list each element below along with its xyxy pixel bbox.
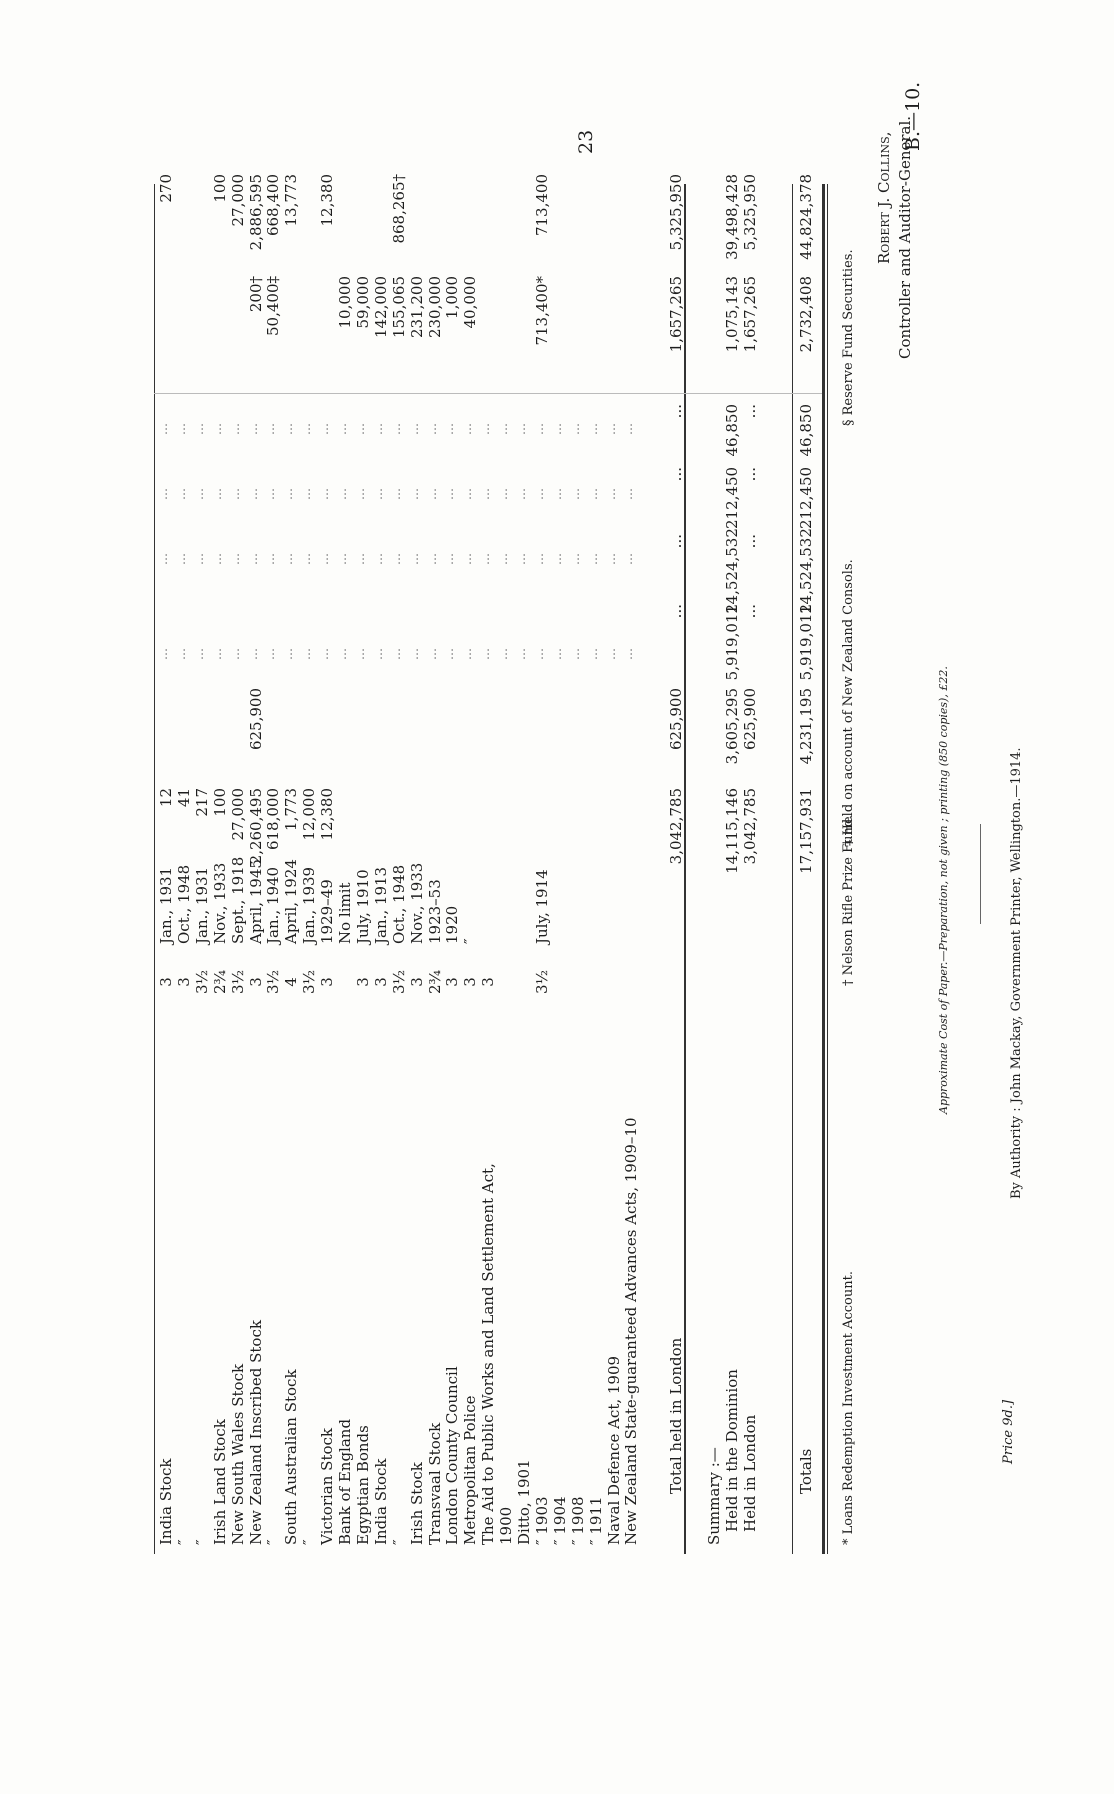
leader-dots: ⋯ (427, 648, 442, 660)
leader-dots: ⋯ (409, 648, 424, 660)
leader-dots: ⋯ (588, 423, 603, 435)
cell-c9: 1,657,265 (741, 276, 759, 353)
cell-c3: ... (667, 604, 685, 619)
cell-date: ″ (461, 938, 480, 944)
leader-dots: ⋯ (159, 488, 173, 500)
leader-dots: ⋯ (606, 488, 621, 500)
leader-dots: ⋯ (284, 423, 299, 435)
leader-dots: ⋯ (355, 553, 370, 565)
cell-name: India Stock (371, 1458, 390, 1545)
leader-dots: ⋯ (159, 553, 173, 565)
leader-dots: ⋯ (534, 648, 549, 660)
leader-dots: ⋯ (159, 648, 173, 660)
leader-dots: ⋯ (409, 423, 424, 435)
leader-dots: ⋯ (373, 488, 388, 500)
cell-name: ″ 1908 (568, 1496, 587, 1545)
cell-label: Held in London (741, 1414, 759, 1532)
leader-dots: ⋯ (534, 488, 549, 500)
leader-dots: ⋯ (606, 553, 621, 565)
leader-dots: ⋯ (266, 488, 281, 500)
cell-c10: 5,325,950 (741, 174, 759, 251)
cell-date: April, 1945 (246, 859, 265, 944)
cell-c9: 50,400‡ (264, 276, 283, 336)
total-london-row (0, 0, 17, 1794)
signature-title: Controller and Auditor-General. (896, 115, 914, 359)
leader-dots: ⋯ (552, 553, 567, 565)
table-row (319, 0, 336, 1794)
cell-c5: ... (667, 467, 685, 482)
cell-name: ″ (192, 1539, 211, 1545)
summary-london-row (742, 0, 759, 1794)
cell-rate: 2¾ (425, 969, 444, 994)
table-row (534, 0, 551, 1794)
table-row (283, 0, 300, 1794)
cell-name: Metropolitan Police (461, 1395, 480, 1545)
cell-date: Nov., 1933 (407, 862, 426, 944)
cell-label: Total held in London (667, 1337, 685, 1494)
cell-c6: 46,850 (797, 404, 815, 457)
cell-c3: ... (741, 604, 759, 619)
leader-dots: ⋯ (230, 553, 245, 565)
table-row (552, 0, 569, 1794)
cell-date: Jan., 1931 (192, 866, 211, 944)
cell-c9: 713,400* (532, 276, 551, 346)
leader-dots: ⋯ (266, 553, 281, 565)
cell-c1: 12 (157, 788, 175, 808)
cell-c1: 3,042,785 (667, 788, 685, 865)
leader-dots: ⋯ (194, 648, 209, 660)
table-row (337, 0, 354, 1794)
table-rule-bottom (822, 184, 828, 1554)
cell-name: Victorian Stock (318, 1428, 337, 1545)
leader-dots: ⋯ (176, 553, 191, 565)
table-row (462, 0, 479, 1794)
cell-c9: 1,657,265 (667, 276, 685, 353)
leader-dots: ⋯ (552, 648, 567, 660)
leader-dots: ⋯ (606, 648, 621, 660)
table-row (301, 0, 318, 1794)
leader-dots: ⋯ (320, 553, 335, 565)
leader-dots: ⋯ (606, 423, 621, 435)
cell-label: Held in the Dominion (723, 1369, 741, 1532)
cell-rate: 3 (461, 977, 480, 987)
leader-dots: ⋯ (159, 423, 173, 435)
leader-dots: ⋯ (445, 488, 460, 500)
table-row (409, 0, 426, 1794)
leader-dots: ⋯ (230, 488, 245, 500)
cell-rate: 3 (479, 977, 498, 987)
table-row (248, 0, 265, 1794)
leader-dots: ⋯ (194, 553, 209, 565)
cell-c1: 618,000 (264, 788, 283, 851)
cell-c9: 142,000 (371, 276, 390, 339)
cell-name: 1900 (497, 1506, 516, 1545)
leader-dots: ⋯ (355, 648, 370, 660)
cell-c9: 40,000 (461, 276, 480, 329)
leader-dots: ⋯ (588, 648, 603, 660)
leader-dots: ⋯ (427, 488, 442, 500)
summary-heading: Summary :— (705, 1447, 723, 1545)
cell-c9: 1,075,143 (723, 276, 741, 353)
table-row (588, 0, 605, 1794)
table-row (391, 0, 408, 1794)
leader-dots: ⋯ (463, 423, 478, 435)
leader-dots: ⋯ (463, 488, 478, 500)
totals-row (798, 0, 815, 1794)
signature-name: Robert J. Collins, (875, 131, 893, 264)
summary-dominion-row (724, 0, 741, 1794)
cell-c10: 270 (157, 174, 175, 203)
cell-date: July, 1910 (353, 869, 372, 944)
table-row (606, 0, 623, 1794)
cell-date: Nov., 1933 (210, 862, 229, 944)
cell-c10: 713,400 (532, 174, 551, 237)
leader-dots: ⋯ (320, 423, 335, 435)
table-row (623, 0, 640, 1794)
leader-dots: ⋯ (373, 648, 388, 660)
leader-dots: ⋯ (355, 423, 370, 435)
leader-dots: ⋯ (499, 423, 514, 435)
cell-date: 1929–49 (318, 879, 337, 944)
leader-dots: ⋯ (212, 423, 227, 435)
cost-note: Approximate Cost of Paper.—Preparation, not given ; printing (850 copies), £22. (937, 666, 950, 1114)
leader-dots: ⋯ (248, 648, 263, 660)
leader-dots: ⋯ (445, 553, 460, 565)
leader-dots: ⋯ (176, 488, 191, 500)
cell-c4: ... (667, 534, 685, 549)
table-row (444, 0, 461, 1794)
table-row (480, 0, 497, 1794)
cell-c2: 625,900 (741, 688, 759, 751)
imprint-rule (980, 824, 981, 924)
leader-dots: ⋯ (588, 553, 603, 565)
leader-dots: ⋯ (302, 423, 317, 435)
cell-c4: ... (741, 534, 759, 549)
leader-dots: ⋯ (194, 488, 209, 500)
leader-dots: ⋯ (248, 423, 263, 435)
leader-dots: ⋯ (230, 648, 245, 660)
leader-dots: ⋯ (284, 648, 299, 660)
table-row (355, 0, 372, 1794)
cell-date: July, 1914 (532, 869, 551, 944)
leader-dots: ⋯ (302, 488, 317, 500)
page-number: 23 (575, 129, 597, 154)
cell-name: ″ (389, 1539, 408, 1545)
table-row (230, 0, 247, 1794)
price: Price 9d.] (1001, 1399, 1016, 1464)
leader-dots: ⋯ (624, 648, 639, 660)
leader-dots: ⋯ (230, 423, 245, 435)
cell-name: India Stock (157, 1458, 175, 1545)
cell-rate: 3 (174, 977, 193, 987)
cell-c3: 5,919,012 (723, 604, 741, 681)
leader-dots: ⋯ (427, 423, 442, 435)
cell-name: ″ (174, 1539, 193, 1545)
cell-name: Egyptian Bonds (353, 1425, 372, 1545)
leader-dots: ⋯ (481, 553, 496, 565)
leader-dots: ⋯ (212, 648, 227, 660)
leader-dots: ⋯ (588, 488, 603, 500)
cell-name: Naval Defence Act, 1909 (604, 1355, 623, 1545)
cell-c1: 12,000 (300, 788, 319, 841)
cell-c4: 14,524,532 (723, 528, 741, 614)
footnote-ddagger: ‡ Held on account of New Zealand Consols. (841, 559, 856, 846)
cell-c9: 2,732,408 (797, 276, 815, 353)
cell-c2: 3,605,295 (723, 688, 741, 765)
cell-c4: 14,524,532 (797, 528, 815, 614)
document-reference: B.—10. (902, 81, 924, 151)
cell-c10: 27,000 (228, 174, 247, 227)
cell-name: Ditto, 1901 (515, 1459, 533, 1545)
leader-dots: ⋯ (266, 648, 281, 660)
cell-date: Oct., 1948 (389, 864, 408, 944)
table-row (158, 0, 175, 1794)
leader-dots: ⋯ (373, 423, 388, 435)
table-rule-top (154, 184, 155, 1554)
cell-rate: 3 (246, 977, 265, 987)
leader-dots: ⋯ (517, 488, 531, 500)
table-rule-totals-above (792, 184, 793, 1554)
cell-c10: 868,265† (389, 174, 408, 244)
leader-dots: ⋯ (499, 488, 514, 500)
cell-c1: 41 (174, 788, 193, 808)
leader-dots: ⋯ (391, 553, 406, 565)
cell-c1: 12,380 (318, 788, 337, 841)
cell-rate: 3½ (264, 969, 283, 994)
cell-date: Jan., 1939 (300, 866, 319, 944)
cell-c1: 100 (210, 788, 229, 817)
leader-dots: ⋯ (266, 423, 281, 435)
cell-date: Jan., 1940 (264, 866, 283, 944)
cell-c5: ... (741, 467, 759, 482)
leader-dots: ⋯ (409, 553, 424, 565)
leader-dots: ⋯ (552, 488, 567, 500)
cell-rate: 3½ (389, 969, 408, 994)
cell-label: Totals (797, 1448, 815, 1494)
leader-dots: ⋯ (534, 423, 549, 435)
cell-c2: 625,900 (667, 688, 685, 751)
cell-name: New South Wales Stock (228, 1363, 247, 1545)
leader-dots: ⋯ (409, 488, 424, 500)
cell-rate: 2¾ (210, 969, 229, 994)
leader-dots: ⋯ (248, 553, 263, 565)
cell-c2: 4,231,195 (797, 688, 815, 765)
leader-dots: ⋯ (212, 488, 227, 500)
leader-dots: ⋯ (499, 648, 514, 660)
cell-rate: 3 (407, 977, 426, 987)
leader-dots: ⋯ (176, 423, 191, 435)
cell-rate: 3½ (228, 969, 247, 994)
table-row (212, 0, 229, 1794)
leader-dots: ⋯ (624, 423, 639, 435)
leader-dots: ⋯ (338, 648, 352, 660)
cell-c9: 231,200 (407, 276, 426, 339)
cell-rate: 3½ (300, 969, 319, 994)
cell-date: 1920 (443, 905, 462, 944)
cell-c5: 212,450 (723, 466, 741, 529)
leader-dots: ⋯ (320, 648, 335, 660)
leader-dots: ⋯ (517, 553, 531, 565)
leader-dots: ⋯ (248, 488, 263, 500)
cell-c9: 230,000 (425, 276, 444, 339)
leader-dots: ⋯ (463, 648, 478, 660)
cell-c9: 155,065 (389, 276, 408, 339)
leader-dots: ⋯ (194, 423, 209, 435)
cell-c1: 1,773 (282, 788, 301, 831)
cell-name: Irish Land Stock (210, 1419, 229, 1545)
cell-c3: 5,919,012 (797, 604, 815, 681)
leader-dots: ⋯ (552, 423, 567, 435)
leader-dots: ⋯ (338, 488, 352, 500)
cell-rate: 4 (282, 977, 301, 987)
cell-name: ″ (264, 1539, 283, 1545)
cell-rate: 3 (443, 977, 462, 987)
table-row (176, 0, 193, 1794)
leader-dots: ⋯ (355, 488, 370, 500)
cell-rate: 3 (318, 977, 337, 987)
cell-name: New Zealand Inscribed Stock (246, 1320, 265, 1545)
table-row (194, 0, 211, 1794)
cell-name: London County Council (443, 1366, 462, 1545)
leader-dots: ⋯ (391, 488, 406, 500)
table-row (516, 0, 533, 1794)
cell-c9: 200† (246, 276, 265, 313)
leader-dots: ⋯ (302, 553, 317, 565)
leader-dots: ⋯ (320, 488, 335, 500)
cell-name: Irish Stock (407, 1462, 426, 1545)
cell-name: ″ 1911 (586, 1496, 605, 1545)
cell-c9: 59,000 (353, 276, 372, 329)
leader-dots: ⋯ (499, 553, 514, 565)
leader-dots: ⋯ (284, 488, 299, 500)
cell-date: 1923–53 (425, 879, 444, 944)
leader-dots: ⋯ (481, 488, 496, 500)
cell-c1: 14,115,146 (723, 788, 741, 874)
cell-date: April, 1924 (282, 859, 301, 944)
cell-name: Transvaal Stock (425, 1422, 444, 1545)
cell-c6: ... (667, 404, 685, 419)
cell-date: Jan., 1913 (371, 866, 390, 944)
leader-dots: ⋯ (391, 423, 406, 435)
leader-dots: ⋯ (391, 648, 406, 660)
cell-name: New Zealand State-guaranteed Advances Acts, 1909–10 (622, 1117, 641, 1545)
imprint: By Authority : John Mackay, Government Printer, Wellington.—1914. (1009, 747, 1024, 1199)
table-row (498, 0, 515, 1794)
cell-c6: 46,850 (723, 404, 741, 457)
cell-rate: 3½ (532, 969, 551, 994)
cell-c5: 212,450 (797, 466, 815, 529)
cell-rate: 3½ (192, 969, 211, 994)
cell-name: The Aid to Public Works and Land Settlement Act, (479, 1163, 498, 1545)
cell-c10: 100 (210, 174, 229, 203)
cell-c10: 44,824,378 (797, 174, 815, 260)
cell-c1: 2,260,495 (246, 788, 265, 865)
cell-c10: 668,400 (264, 174, 283, 237)
leader-dots: ⋯ (338, 553, 352, 565)
cell-name: ″ (300, 1539, 319, 1545)
cell-c10: 39,498,428 (723, 174, 741, 260)
leader-dots: ⋯ (427, 553, 442, 565)
cell-date: No limit (336, 882, 354, 944)
cell-c2: 625,900 (246, 688, 265, 751)
leader-dots: ⋯ (624, 553, 639, 565)
cell-c9: 1,000 (443, 276, 462, 319)
cell-c10: 13,773 (282, 174, 301, 227)
cell-c10: 5,325,950 (667, 174, 685, 251)
cell-date: Oct., 1948 (174, 864, 193, 944)
cell-c1: 3,042,785 (741, 788, 759, 865)
cell-rate: 3 (371, 977, 390, 987)
table-row (265, 0, 282, 1794)
footnote-dagger: † Nelson Rifle Prize Fund. (841, 814, 856, 986)
leader-dots: ⋯ (481, 648, 496, 660)
cell-c1: 27,000 (228, 788, 247, 841)
leader-dots: ⋯ (284, 553, 299, 565)
cell-c9: 10,000 (336, 276, 354, 329)
cell-rate: 3 (353, 977, 372, 987)
leader-dots: ⋯ (302, 648, 317, 660)
leader-dots: ⋯ (517, 648, 531, 660)
cell-c1: 217 (192, 788, 211, 817)
cell-c6: ... (741, 404, 759, 419)
leader-dots: ⋯ (570, 488, 585, 500)
cell-rate: 3 (157, 977, 175, 987)
leader-dots: ⋯ (570, 553, 585, 565)
leader-dots: ⋯ (534, 553, 549, 565)
leader-dots: ⋯ (212, 553, 227, 565)
leader-dots: ⋯ (463, 553, 478, 565)
total-held-in-london-row (668, 0, 685, 1794)
leader-dots: ⋯ (481, 423, 496, 435)
leader-dots: ⋯ (517, 423, 531, 435)
cell-name: ″ 1904 (550, 1496, 569, 1545)
cell-name: South Australian Stock (282, 1369, 301, 1545)
leader-dots: ⋯ (445, 648, 460, 660)
leader-dots: ⋯ (176, 648, 191, 660)
cell-c10: 2,886,595 (246, 174, 265, 251)
table-row (570, 0, 587, 1794)
cell-name: Bank of England (336, 1418, 354, 1545)
cell-date: Sept., 1918 (228, 856, 247, 944)
cell-date: Jan., 1931 (157, 866, 175, 944)
leader-dots: ⋯ (338, 423, 352, 435)
leader-dots: ⋯ (445, 423, 460, 435)
cell-name: ″ 1903 (532, 1496, 551, 1545)
table-row (373, 0, 390, 1794)
cell-c10: 12,380 (318, 174, 337, 227)
leader-dots: ⋯ (570, 423, 585, 435)
table-row (427, 0, 444, 1794)
leader-dots: ⋯ (624, 488, 639, 500)
leader-dots: ⋯ (373, 553, 388, 565)
cell-c1: 17,157,931 (797, 788, 815, 874)
footnote-star: * Loans Redemption Investment Account. (841, 1271, 856, 1545)
leader-dots: ⋯ (570, 648, 585, 660)
footnote-section: § Reserve Fund Securities. (841, 249, 856, 426)
